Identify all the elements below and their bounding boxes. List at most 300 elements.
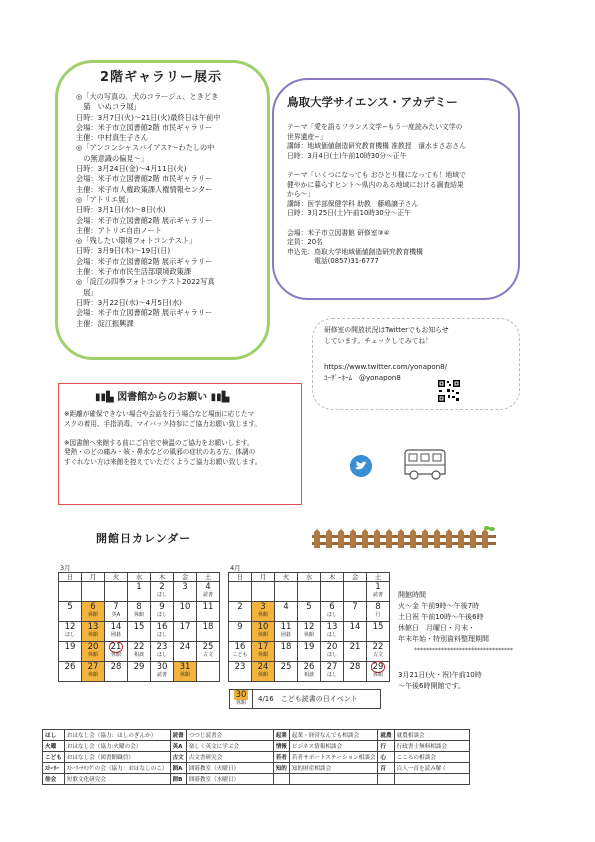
calendar-day [105,642,128,662]
calendar-day [344,662,367,682]
day-number: 28 [110,662,122,672]
weekday-header: 水 [298,573,321,582]
day-note: 囲碁 [280,632,291,638]
gallery-line: 日時：3月9日(木)〜19日(日) [76,246,171,256]
calendar-day [367,602,390,622]
calendar-day [151,602,174,622]
calendar-day [59,642,82,662]
legend-code: ほし [43,730,65,741]
legend-description: 古文書研究会 [186,752,273,763]
academy-line: 申込先：鳥取大学地域価値創造研究教育機構 [287,247,423,256]
day-number: 22 [133,642,145,652]
day-note: 古文 [372,652,383,658]
weekday-header: 木 [321,573,344,582]
day-number [367,662,389,672]
book-icon: ▮▮▙ [95,392,118,403]
legend-code: 読書 [170,730,186,741]
day-number: 7 [352,602,358,612]
day-number: 24 [179,642,191,652]
academy-line: 日時：3月25日(土)午前10時30分〜正午 [287,209,411,218]
day-note: 休館 [133,612,144,618]
calendar-week [229,642,390,662]
gallery-line: の無意識の偏見〜」 [76,153,148,163]
calendar-day [128,642,151,662]
calendar-day [298,582,321,602]
academy-title: 鳥取大学サイエンス・アカデミー [287,95,458,109]
day-number [252,582,274,592]
legend-row [43,763,470,774]
weekday-header: 月 [252,573,275,582]
calendar-day [344,582,367,602]
day-note: 休館 [87,652,98,658]
calendar-day [197,622,220,642]
day-number: 16 [234,642,246,652]
gallery-line: 主催：アトリエ自由ノート [76,225,162,235]
april-label: 4月 [230,564,241,572]
academy-line: 健やかに暮らすヒント〜県内のある地域における調査結果 [287,180,464,189]
legend-code: 知的 [273,763,289,774]
day-number: 27 [87,662,99,672]
calendar-day [151,662,174,682]
day-number: 31 [179,662,191,672]
opening-hours [398,590,538,645]
legend-description: 若者サポートステーション相談会 [289,752,378,763]
weekday-header: 火 [105,573,128,582]
gallery-line: 主催：中村真生子さん [76,133,148,143]
weekday-header: 土 [197,573,220,582]
calendar-day [128,662,151,682]
day-number: 7 [113,602,119,612]
academy-line: から〜」 [287,190,315,199]
calendar-day [275,642,298,662]
day-number: 29 [133,662,145,672]
day-number: 10 [257,622,269,632]
academy-line: 電話(0857)31-6777 [287,257,379,266]
legend-code: 若者 [273,752,289,763]
calendar-day [252,642,275,662]
day-note: 休館 [87,672,98,678]
academy-line: テーマ「愛を語るフランス文学−もう一度読みたい文学の [287,123,463,131]
calendar-day [229,662,252,682]
gallery-line: 会場：米子市立図書館2階 市民ギャラリー [76,174,213,184]
calendar-day [151,642,174,662]
day-number: 1 [136,582,142,592]
day-number: 9 [237,622,243,632]
calendar-day [298,602,321,622]
calendar-week [229,582,390,602]
calendar-day [229,582,252,602]
academy-line: テーマ「いくつになっても おひとり様になっても！地域で [287,170,466,179]
calendar-day [174,642,197,662]
calendar-week [59,602,220,622]
day-number: 10 [179,602,191,612]
legend-row [43,741,470,752]
legend-description: 行政書士無料相談会 [394,741,469,752]
calendar-day [105,582,128,602]
academy-line: 日時：3月4日(土)午前10時30分〜正午 [287,151,407,160]
day-number: 5 [67,602,73,612]
day-number: 13 [87,622,99,632]
day-number: 8 [136,602,142,612]
gallery-line: ◎「アンコンシャスバイアス?〜わたしの中 [76,143,215,153]
gallery-line: 主催：米子市人権政策課人権情報センター [76,184,213,194]
day-note: 休館 [257,672,268,678]
hours-line: 土日祝 午前10時〜午後6時 [398,613,484,621]
day-note: 休館 [257,652,268,658]
academy-line: 講師：医学部保健学科 助教 藤嶋譲子さん [287,199,419,208]
day-number: 9 [159,602,165,612]
day-number: 30 [156,662,168,672]
gallery-line: 日時：3月1日(水)〜8日(水) [76,205,166,215]
calendar-day [252,662,275,682]
day-number: 6 [90,602,96,612]
request-line: ※距離が確保できない場合や会話を行う場合など場面に応じたマ [64,410,255,418]
calendar-day [105,602,128,622]
day-note: ほし [64,632,75,638]
day-number: 11 [202,602,214,612]
legend-code: 囲A [170,763,186,774]
day-number: 12 [303,622,315,632]
day-number [298,582,320,592]
day-number: 12 [64,622,76,632]
day-number [275,582,297,592]
calendar-day [367,662,390,682]
calendar-day [252,622,275,642]
weekday-header: 金 [344,573,367,582]
calendar-day [229,642,252,662]
twitter-message [324,325,514,347]
weekday-header: 日 [229,573,252,582]
request-title-text: 図書館からのお願い [117,392,208,403]
legend-description: 起業・経営なんでも相談会 [289,730,378,741]
calendar-day [59,662,82,682]
academy-line [287,219,515,229]
day-note: 英A [111,612,121,618]
day-note: 読書 [372,592,383,598]
day-note: ほし [326,632,337,638]
day-number: 19 [303,642,315,652]
calendar-day [82,622,105,642]
hours-line: 休館日 月曜日・月末・ [398,624,475,632]
day-number: 2 [237,602,243,612]
day-number: 30 [235,690,247,700]
day-note: 休館 [110,652,121,658]
weekday-header: 金 [174,573,197,582]
calendar-week [229,622,390,642]
gallery-line: 主催：淀江振興課 [76,318,134,328]
twitter-url-block [324,362,447,384]
day-note: 読書 [202,592,213,598]
legend-code: 行 [378,741,394,752]
day-number [105,642,127,652]
day-note: 休館 [303,632,314,638]
academy-line [287,161,515,171]
calendar-day [275,602,298,622]
circled-day-number: 21 [110,642,122,652]
gallery-line: ◎「残したい環境フォトコンテスト」 [76,236,197,246]
day-note: 休館 [372,672,383,678]
calendar-day [229,622,252,642]
day-number: 13 [326,622,338,632]
day-number: 21 [349,642,361,652]
calendar-day [82,582,105,602]
legend-description: つつじ読書会 [186,730,273,741]
day-number: 23 [234,662,246,672]
calendar-day [197,642,220,662]
gallery-line: 会場：米子市立図書館2階 展示ギャラリー [76,308,213,318]
legend-code: 古文 [170,752,186,763]
weekday-header: 日 [59,573,82,582]
day-note: 休館 [87,632,98,638]
day-number: 24 [257,662,269,672]
day-note: 相談 [303,672,314,678]
day-note: ほし [326,652,337,658]
day-number [105,582,127,592]
day-number: 8 [375,602,381,612]
legend-row [43,774,470,785]
calendar-day [105,662,128,682]
day-number: 19 [64,642,76,652]
day-number: 4 [283,602,289,612]
legend-code: 囲B [170,774,186,785]
day-number: 14 [110,622,122,632]
legend-description: こころの相談会 [394,752,469,763]
legend-description [394,774,469,785]
gallery-line: ◎「大の写真の、犬のコラージュ、ときどき [76,92,219,101]
weekday-header: 木 [151,573,174,582]
weekday-header: 水 [128,573,151,582]
twitter-message-line: 研修室の開放状況はTwitterでもお知らせ [324,326,449,334]
book-icon: ▮▮▙ [207,392,230,403]
day-number: 25 [280,662,292,672]
circled-day-number: 29 [372,662,384,672]
legend-code: 百 [378,763,394,774]
calendar-day [367,622,390,642]
march-label: 3月 [60,564,71,572]
calendar-day [321,662,344,682]
legend-description: おはなし会（協力:火曜の会） [64,741,170,752]
legend-description: 楽しく英文に学ぶ会 [186,741,273,752]
calendar-day [59,622,82,642]
legend-description: 囲碁教室（水曜日） [186,774,273,785]
request-body [64,410,298,467]
legend-description: 百人一首を読み解く [394,763,469,774]
day-number: 25 [202,642,214,652]
separator: ********************************* [414,647,513,654]
calendar-day [298,622,321,642]
hours-line: 年末年始・特別資料整理期間 [398,635,489,643]
day-number: 17 [257,642,269,652]
legend-description [289,774,378,785]
day-note: ほし [326,672,337,678]
day-number: 1 [375,582,381,592]
legend-code [273,774,289,785]
day-note: ほし [156,612,167,618]
day-number: 26 [64,662,76,672]
request-line: スクの着用、手指消毒、マイバック持参にご協力お願い致します。 [64,419,262,428]
gallery-line: 展」 [76,287,98,297]
day-number [321,582,343,592]
day-number: 20 [326,642,338,652]
legend-code [378,774,394,785]
qr-code-icon [437,379,461,403]
day-note: 読書 [156,672,167,678]
day-number [229,582,251,592]
twitter-bird-icon [350,455,372,477]
twitter-message-line: しています。チェックしてみてね！ [324,337,433,345]
legend-row [43,752,470,763]
day-number: 27 [326,662,338,672]
request-line: ※図書館へ来館する前にご自宅で検温のご協力をお願いします。 [64,438,254,447]
calendar-day [298,642,321,662]
calendar-day [82,602,105,622]
legend-code: 火曜 [43,741,65,752]
gallery-line: 猫 いぬコラ展」 [76,102,141,112]
calendar-day [321,602,344,622]
calendar-day [128,622,151,642]
calendar-day [59,582,82,602]
calendar-week [229,602,390,622]
legend-code: 就農 [378,730,394,741]
calendar-day [151,622,174,642]
twitter-url-link[interactable]: https://www.twitter.com/yonapon8/ [324,363,447,371]
gallery-line: 会場：米子市立図書館2階 市民ギャラリー [76,122,213,132]
day-note: ほし [156,592,167,598]
calendar-day [344,642,367,662]
weekday-header: 火 [275,573,298,582]
hours-line: 開館時間 [398,591,426,599]
calendar-day [321,642,344,662]
calendar-day [59,602,82,622]
calendar-week [229,662,390,682]
calendar-day [275,622,298,642]
day-note: 休館 [257,612,268,618]
calendar-day [275,582,298,602]
march-calendar [58,572,220,682]
day-note: 休館 [87,612,98,618]
legend-code: 心 [378,752,394,763]
day-note: ほし [326,612,337,618]
bookmobile-bus-icon [402,446,448,482]
request-title [95,388,229,403]
april-calendar [228,572,390,682]
day-number: 15 [372,622,384,632]
april-extra-row [229,689,381,709]
holiday-note [398,670,482,692]
april-event: 4/16 こども読書の日イベント [258,695,358,703]
day-number [197,662,219,672]
day-number: 20 [87,642,99,652]
gallery-line: 日時：3月22日(水)〜4月5日(水) [76,297,182,307]
calendar-day [197,582,220,602]
legend-description: 就農相談会 [394,730,469,741]
day-number: 3 [182,582,188,592]
day-number: 4 [205,582,211,592]
day-number: 26 [303,662,315,672]
day-note: ほし [156,632,167,638]
legend-description: ビジネス情報相談会 [289,741,378,752]
calendar-day [128,602,151,622]
legend-row [43,730,470,741]
gallery-line: 会場：米子市立図書館2階 展示ギャラリー [76,256,213,266]
request-line: すぐれない方は来館を控えていただくようご協力お願い致します。 [64,457,262,466]
calendar-day [252,602,275,622]
twitter-user: ﾕｰｻﾞｰﾈｰﾑ @yonapon8 [324,374,401,382]
legend-code: 起業 [273,730,289,741]
gallery-line: ◎「淀江の四季フォトコンテスト2022写真 [76,277,215,287]
calendar-week [59,662,220,682]
calendar-day [174,582,197,602]
academy-line: 定員：20名 [287,238,323,247]
legend-code: 情報 [273,741,289,752]
legend-code: こども [43,752,65,763]
gallery-body [76,92,266,329]
legend-code: 英A [170,741,186,752]
day-note: 囲碁 [110,632,121,638]
fence-illustration [312,526,496,548]
calendar-day [174,622,197,642]
legend-description: 囲碁教室（火曜日） [186,763,273,774]
day-number: 18 [202,622,214,632]
academy-line: 世界遺産−」 [287,132,327,141]
event-legend [42,729,470,785]
day-note: 行 [375,612,381,618]
legend-description: おはなし会（図書館職員） [64,752,170,763]
academy-body [287,123,515,267]
day-note: ほし [156,652,167,658]
calendar-day [174,662,197,682]
day-number [344,582,366,592]
gallery-line: ◎「アトリエ展」 [76,194,133,204]
legend-description: ｽﾄｰﾘｰﾃﾘﾝｸﾞの会（協力：おはなしのこ） [64,763,170,774]
day-note: 休館 [257,632,268,638]
day-number: 17 [179,622,191,632]
calendar-day [151,582,174,602]
hours-line: 火〜金 午前9時〜午後7時 [398,602,480,610]
calendar-week [59,642,220,662]
day-note: 休館 [179,672,190,678]
calendar-day [367,642,390,662]
day-number [59,582,81,592]
calendar-day-30 [230,690,253,708]
day-number: 5 [306,602,312,612]
academy-line: 会場：米子市立図書館 研修室③④ [287,228,390,237]
day-number: 15 [133,622,145,632]
request-line [64,429,298,439]
calendar-day [321,582,344,602]
day-note: こども [232,652,248,658]
calendar-week [59,622,220,642]
legend-description: おはなし会（協力：ほしのぎんか） [64,730,170,741]
calendar-title: 開館日カレンダー [96,532,192,545]
calendar-day [367,582,390,602]
calendar-day [344,622,367,642]
holiday-note-line: 3月21日(火・祝)午前10時 [398,671,482,679]
calendar-day [275,662,298,682]
legend-description: 知的財産相談会 [289,763,378,774]
day-number: 16 [156,622,168,632]
day-number: 2 [159,582,165,592]
weekday-header: 土 [367,573,390,582]
legend-code: ｽﾄｰﾘｰ [43,763,65,774]
day-number: 23 [156,642,168,652]
day-number [82,582,104,592]
calendar-day [174,602,197,622]
gallery-line: 主催：米子市市民生活部環境政策課 [76,267,192,277]
calendar-day [82,662,105,682]
calendar-day [197,602,220,622]
legend-code: 俳会 [43,774,65,785]
